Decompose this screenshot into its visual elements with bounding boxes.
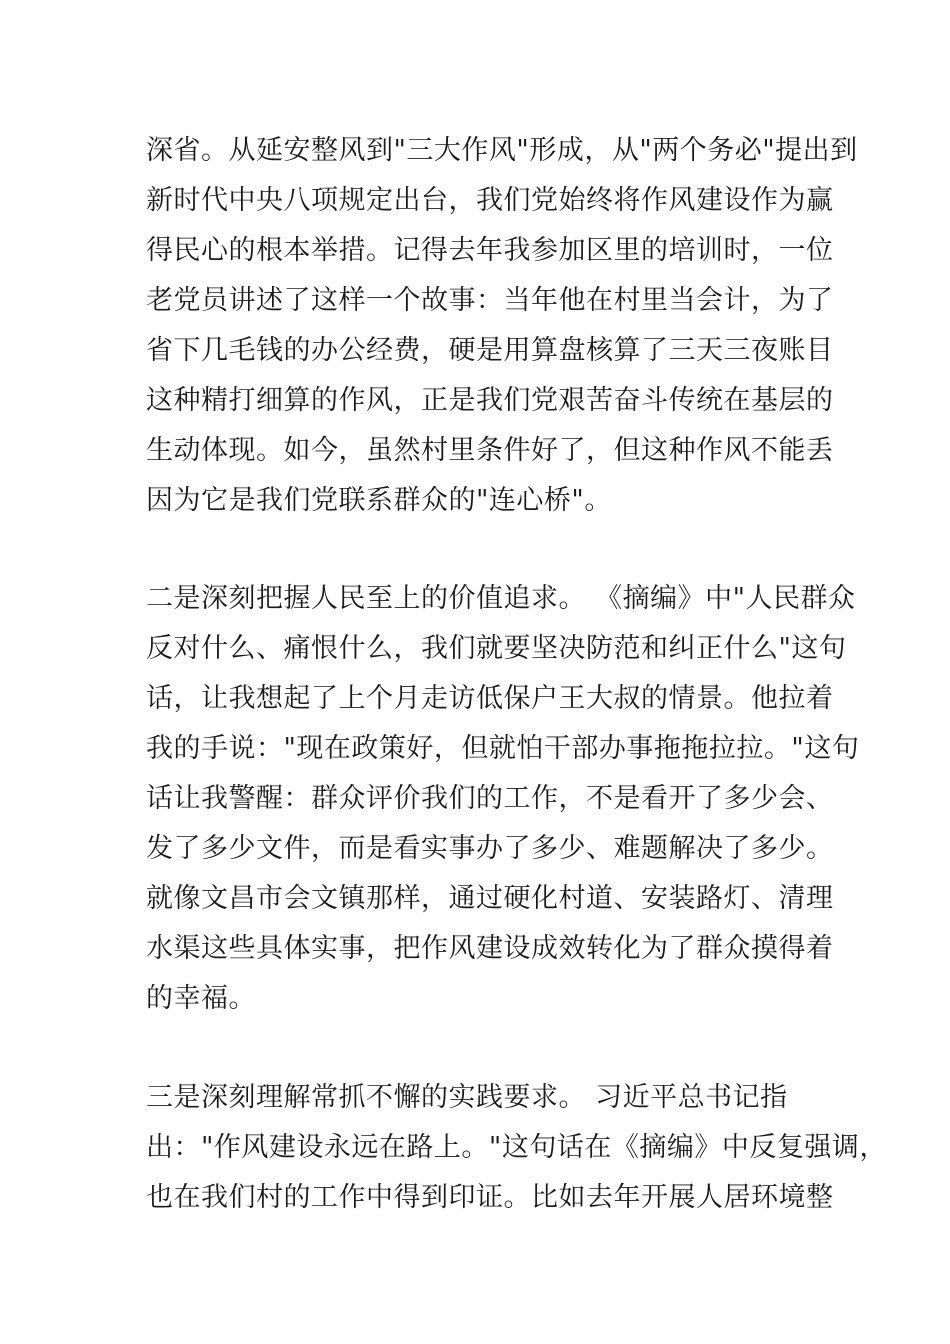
paragraph-3	[146, 1073, 887, 1223]
paragraph-1	[146, 126, 858, 526]
paragraph-2	[146, 574, 860, 1024]
text-line: 的幸福。	[146, 983, 256, 1014]
text-line: 得民心的根本举措。记得去年我参加区里的培训时，一位	[146, 235, 834, 266]
text-line: 这种精打细算的作风，正是我们党艰苦奋斗传统在基层的	[146, 385, 834, 416]
text-line: 新时代中央八项规定出台，我们党始终将作风建设作为赢	[146, 185, 834, 216]
text-line: 深省。从延安整风到"三大作风"形成，从"两个务必"提出到	[146, 135, 858, 166]
text-line: 我的手说："现在政策好，但就怕干部办事拖拖拉拉。"这句	[146, 733, 860, 764]
text-line: 就像文昌市会文镇那样，通过硬化村道、安装路灯、清理	[146, 883, 834, 914]
text-line: 因为它是我们党联系群众的"连心桥"。	[146, 485, 612, 516]
text-line: 三是深刻理解常抓不懈的实践要求。 习近平总书记指	[146, 1082, 788, 1113]
text-line: 二是深刻把握人民至上的价值追求。 《摘编》中"人民群众	[146, 583, 856, 614]
text-line: 也在我们村的工作中得到印证。比如去年开展人居环境整	[146, 1182, 834, 1213]
text-line: 省下几毛钱的办公经费，硬是用算盘核算了三天三夜账目	[146, 335, 834, 366]
text-line: 反对什么、痛恨什么，我们就要坚决防范和纠正什么"这句	[146, 633, 847, 664]
text-line: 出："作风建设永远在路上。"这句话在《摘编》中反复强调，	[146, 1132, 887, 1163]
text-line: 话，让我想起了上个月走访低保户王大叔的情景。他拉着	[146, 683, 834, 714]
text-line: 老党员讲述了这样一个故事：当年他在村里当会计，为了	[146, 285, 834, 316]
text-line: 发了多少文件，而是看实事办了多少、难题解决了多少。	[146, 833, 834, 864]
text-line: 话让我警醒：群众评价我们的工作，不是看开了多少会、	[146, 783, 834, 814]
text-line: 生动体现。如今，虽然村里条件好了，但这种作风不能丢	[146, 435, 834, 466]
text-line: 水渠这些具体实事，把作风建设成效转化为了群众摸得着	[146, 933, 834, 964]
